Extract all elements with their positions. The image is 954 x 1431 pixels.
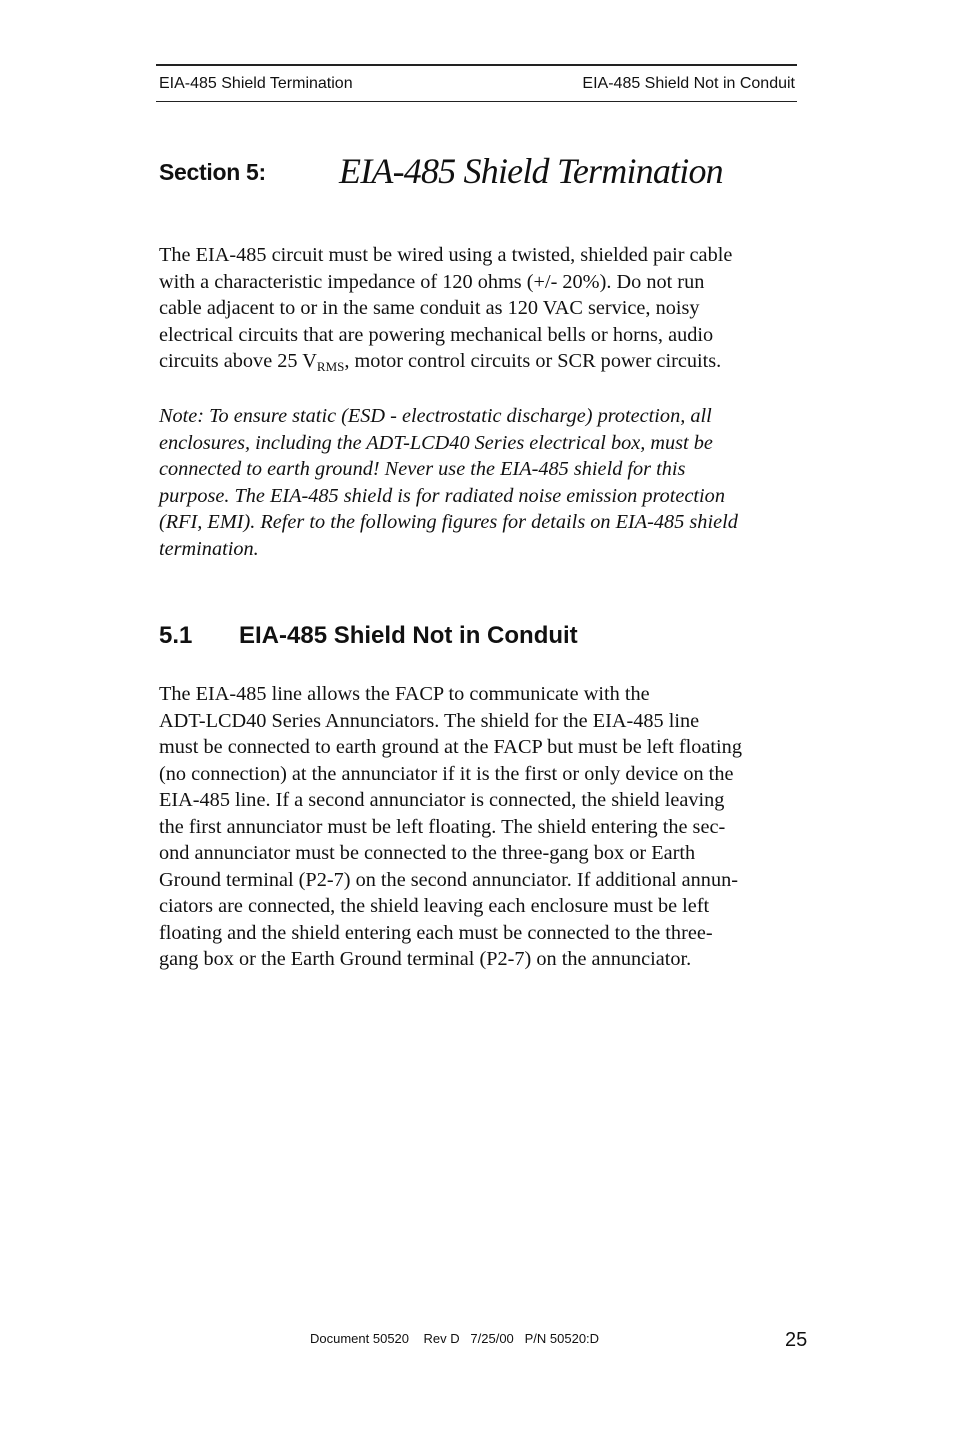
intro-line-last (159, 348, 809, 375)
intro-line: cable adjacent to or in the same conduit as 120 VAC service, noisy (159, 297, 700, 319)
body-line: gang box or the Earth Ground terminal (P2-7) on the annunciator. (159, 948, 692, 970)
note-line: (RFI, EMI). Refer to the following figures for details on EIA-485 shield (159, 511, 738, 533)
header-section-title: EIA-485 Shield Not in Conduit (582, 75, 795, 92)
note-line: Note: To ensure static (ESD - electrostatic discharge) protection, all (159, 405, 712, 427)
intro-line: The EIA-485 circuit must be wired using a twisted, shielded pair cable (159, 244, 733, 266)
section-label: Section 5: (159, 159, 266, 185)
rms-subscript: RMS (316, 359, 345, 374)
note-line: termination. (159, 537, 259, 560)
body-line: The EIA-485 line allows the FACP to communicate with the (159, 683, 650, 705)
subsection-title: EIA-485 Shield Not in Conduit (239, 622, 578, 649)
body-line: EIA-485 line. If a second annunciator is connected, the shield leaving (159, 789, 725, 811)
subsection-number: 5.1 (159, 622, 193, 649)
intro-line-text: circuits above 25 V (159, 350, 317, 372)
body-line: the first annunciator must be left floating. The shield entering the sec- (159, 815, 726, 838)
body-line: must be connected to earth ground at the FACP but must be left floating (159, 736, 742, 758)
intro-line: with a characteristic impedance of 120 ohms (+/- 20%). Do not run (159, 270, 705, 293)
body-line: floating and the shield entering each must be connected to the three- (159, 921, 713, 944)
subsection-paragraph (159, 681, 809, 973)
header-chapter-title: EIA-485 Shield Termination (159, 75, 353, 92)
subsection-heading (159, 622, 578, 650)
running-header (156, 64, 797, 102)
page-number: 25 (785, 1329, 808, 1351)
note-paragraph (159, 403, 809, 562)
note-line: purpose. The EIA-485 shield is for radiated noise emission protection (159, 484, 725, 507)
body-line: ADT-LCD40 Series Annunciators. The shield for the EIA-485 line (159, 709, 700, 732)
intro-line: electrical circuits that are powering mechanical bells or horns, audio (159, 323, 714, 346)
body-line: Ground terminal (P2-7) on the second annunciator. If additional annun- (159, 868, 738, 891)
intro-paragraph (159, 242, 809, 375)
footer-document-info: Document 50520 Rev D 7/25/00 P/N 50520:D (310, 1331, 600, 1346)
body-line: (no connection) at the annunciator if it is the first or only device on the (159, 762, 734, 785)
intro-line-text: , motor control circuits or SCR power circuits. (344, 350, 722, 372)
note-line: connected to earth ground! Never use the EIA-485 shield for this (159, 458, 686, 480)
body-line: ciators are connected, the shield leaving each enclosure must be left (159, 895, 710, 917)
note-line: enclosures, including the ADT-LCD40 Series electrical box, must be (159, 431, 713, 454)
section-heading (159, 150, 819, 200)
body-line: ond annunciator must be connected to the three-gang box or Earth (159, 842, 696, 864)
section-title: EIA-485 Shield Termination (339, 151, 723, 191)
